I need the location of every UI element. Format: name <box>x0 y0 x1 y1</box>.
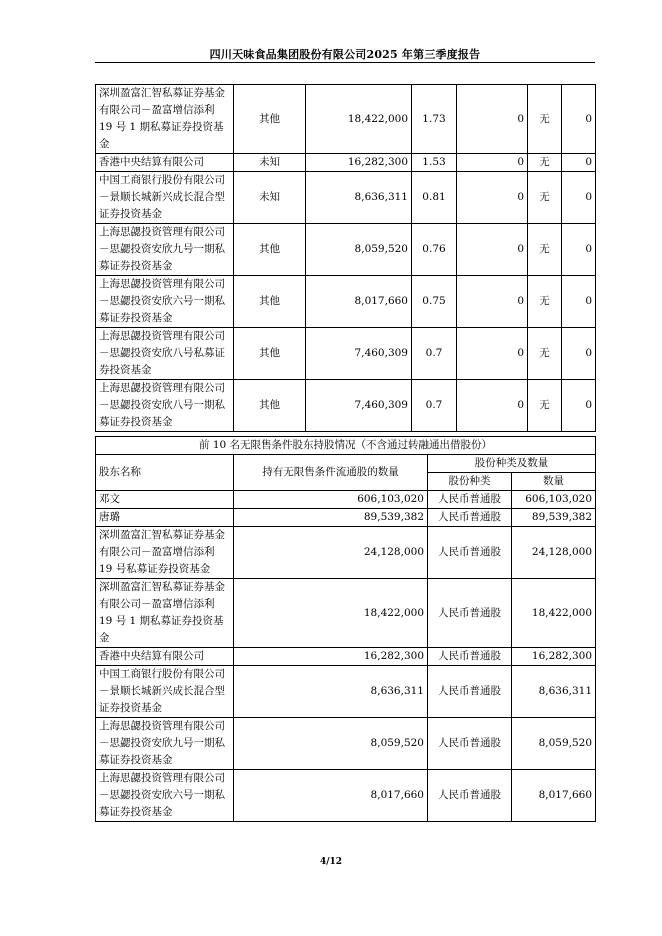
table-row <box>96 770 596 822</box>
table-row <box>96 85 596 154</box>
shareholder-nature: 其他 <box>234 328 306 380</box>
table-row <box>96 718 596 770</box>
shareholder-name: 上海思勰投资管理有限公司－思勰投资安欣八号私募证券投资基金 <box>96 328 234 380</box>
holding-ratio: 0.76 <box>412 224 457 276</box>
share-type: 人民币普通股 <box>428 509 512 527</box>
shareholder-name: 香港中央结算有限公司 <box>96 648 234 666</box>
shareholder-name: 上海思勰投资管理有限公司－思勰投资安欣八号一期私募证券投资基金 <box>96 380 234 432</box>
unrestricted-quantity: 16,282,300 <box>234 648 428 666</box>
shareholder-name: 中国工商银行股份有限公司－景顺长城新兴成长混合型证券投资基金 <box>96 666 234 718</box>
col-header-amount: 数量 <box>512 473 596 491</box>
shareholder-nature: 未知 <box>234 154 306 172</box>
report-title: 四川天味食品集团股份有限公司2025 年第三季度报告 <box>209 48 481 61</box>
section-title: 前 10 名无限售条件股东持股情况（不含通过转融通出借股份） <box>96 437 596 455</box>
share-type: 人民币普通股 <box>428 579 512 648</box>
shareholder-name: 邓文 <box>96 491 234 509</box>
shares-held: 16,282,300 <box>306 154 412 172</box>
shares-held: 18,422,000 <box>306 85 412 154</box>
pledge-status: 无 <box>528 85 562 154</box>
pledge-status: 无 <box>528 154 562 172</box>
share-amount: 18,422,000 <box>512 579 596 648</box>
shareholder-name: 深圳盈富汇智私募证券基金有限公司－盈富增信添利 19 号 1 期私募证券投资基金 <box>96 579 234 648</box>
pledge-status: 无 <box>528 224 562 276</box>
col-header-qty: 持有无限售条件流通股的数量 <box>234 455 428 491</box>
shareholder-name: 唐璐 <box>96 509 234 527</box>
restricted-shares: 0 <box>457 276 528 328</box>
unrestricted-shareholders-body <box>96 437 596 822</box>
share-amount: 8,017,660 <box>512 770 596 822</box>
share-type: 人民币普通股 <box>428 770 512 822</box>
restricted-shares: 0 <box>457 380 528 432</box>
unrestricted-shareholders-table <box>95 436 596 822</box>
shareholder-name: 香港中央结算有限公司 <box>96 154 234 172</box>
shares-held: 7,460,309 <box>306 380 412 432</box>
holding-ratio: 0.81 <box>412 172 457 224</box>
shares-held: 7,460,309 <box>306 328 412 380</box>
pledge-quantity: 0 <box>562 85 596 154</box>
shares-held: 8,059,520 <box>306 224 412 276</box>
holding-ratio: 1.73 <box>412 85 457 154</box>
table-row <box>96 172 596 224</box>
restricted-shares: 0 <box>457 154 528 172</box>
pledge-status: 无 <box>528 172 562 224</box>
shareholder-name: 上海思勰投资管理有限公司－思勰投资安欣六号一期私募证券投资基金 <box>96 770 234 822</box>
col-header-name: 股东名称 <box>96 455 234 491</box>
shareholder-nature: 其他 <box>234 276 306 328</box>
header-divider <box>95 62 595 63</box>
pledge-quantity: 0 <box>562 224 596 276</box>
shareholder-nature: 未知 <box>234 172 306 224</box>
shares-held: 8,636,311 <box>306 172 412 224</box>
table-row <box>96 648 596 666</box>
holding-ratio: 1.53 <box>412 154 457 172</box>
restricted-shares: 0 <box>457 224 528 276</box>
unrestricted-quantity: 18,422,000 <box>234 579 428 648</box>
shareholder-nature: 其他 <box>234 85 306 154</box>
pledge-quantity: 0 <box>562 172 596 224</box>
share-type: 人民币普通股 <box>428 491 512 509</box>
shareholder-name: 上海思勰投资管理有限公司－思勰投资安欣九号一期私募证券投资基金 <box>96 718 234 770</box>
shareholder-name: 中国工商银行股份有限公司－景顺长城新兴成长混合型证券投资基金 <box>96 172 234 224</box>
restricted-shares: 0 <box>457 172 528 224</box>
pledge-status: 无 <box>528 328 562 380</box>
table-row <box>96 527 596 579</box>
holding-ratio: 0.75 <box>412 276 457 328</box>
unrestricted-quantity: 24,128,000 <box>234 527 428 579</box>
col-header-type-group: 股份种类及数量 <box>428 455 596 473</box>
top-shareholders-table <box>95 84 596 432</box>
holding-ratio: 0.7 <box>412 328 457 380</box>
unrestricted-quantity: 8,059,520 <box>234 718 428 770</box>
share-amount: 8,636,311 <box>512 666 596 718</box>
table-row <box>96 491 596 509</box>
unrestricted-quantity: 89,539,382 <box>234 509 428 527</box>
share-amount: 16,282,300 <box>512 648 596 666</box>
table-row <box>96 579 596 648</box>
shareholder-name: 上海思勰投资管理有限公司－思勰投资安欣六号一期私募证券投资基金 <box>96 276 234 328</box>
restricted-shares: 0 <box>457 85 528 154</box>
share-type: 人民币普通股 <box>428 648 512 666</box>
pledge-quantity: 0 <box>562 328 596 380</box>
table-row <box>96 509 596 527</box>
top-shareholders-body <box>96 85 596 432</box>
pledge-status: 无 <box>528 276 562 328</box>
share-type: 人民币普通股 <box>428 666 512 718</box>
unrestricted-quantity: 606,103,020 <box>234 491 428 509</box>
table-row <box>96 380 596 432</box>
header-row-1 <box>96 455 596 473</box>
unrestricted-quantity: 8,017,660 <box>234 770 428 822</box>
table-row <box>96 666 596 718</box>
pledge-quantity: 0 <box>562 380 596 432</box>
shareholder-nature: 其他 <box>234 380 306 432</box>
table-row <box>96 276 596 328</box>
share-amount: 24,128,000 <box>512 527 596 579</box>
share-type: 人民币普通股 <box>428 527 512 579</box>
shareholder-nature: 其他 <box>234 224 306 276</box>
page-number: 4/12 <box>319 857 343 867</box>
share-amount: 8,059,520 <box>512 718 596 770</box>
share-amount: 89,539,382 <box>512 509 596 527</box>
share-amount: 606,103,020 <box>512 491 596 509</box>
shareholder-name: 深圳盈富汇智私募证券基金有限公司－盈富增信添利 19 号 1 期私募证券投资基金 <box>96 85 234 154</box>
shareholder-name: 深圳盈富汇智私募证券基金有限公司－盈富增信添利 19 号私募证券投资基金 <box>96 527 234 579</box>
shares-held: 8,017,660 <box>306 276 412 328</box>
table-row <box>96 154 596 172</box>
section-title-row <box>96 437 596 455</box>
share-type: 人民币普通股 <box>428 718 512 770</box>
unrestricted-quantity: 8,636,311 <box>234 666 428 718</box>
table-row <box>96 224 596 276</box>
pledge-quantity: 0 <box>562 154 596 172</box>
pledge-status: 无 <box>528 380 562 432</box>
pledge-quantity: 0 <box>562 276 596 328</box>
holding-ratio: 0.7 <box>412 380 457 432</box>
shareholder-name: 上海思勰投资管理有限公司－思勰投资安欣九号一期私募证券投资基金 <box>96 224 234 276</box>
table-row <box>96 328 596 380</box>
col-header-type: 股份种类 <box>428 473 512 491</box>
restricted-shares: 0 <box>457 328 528 380</box>
